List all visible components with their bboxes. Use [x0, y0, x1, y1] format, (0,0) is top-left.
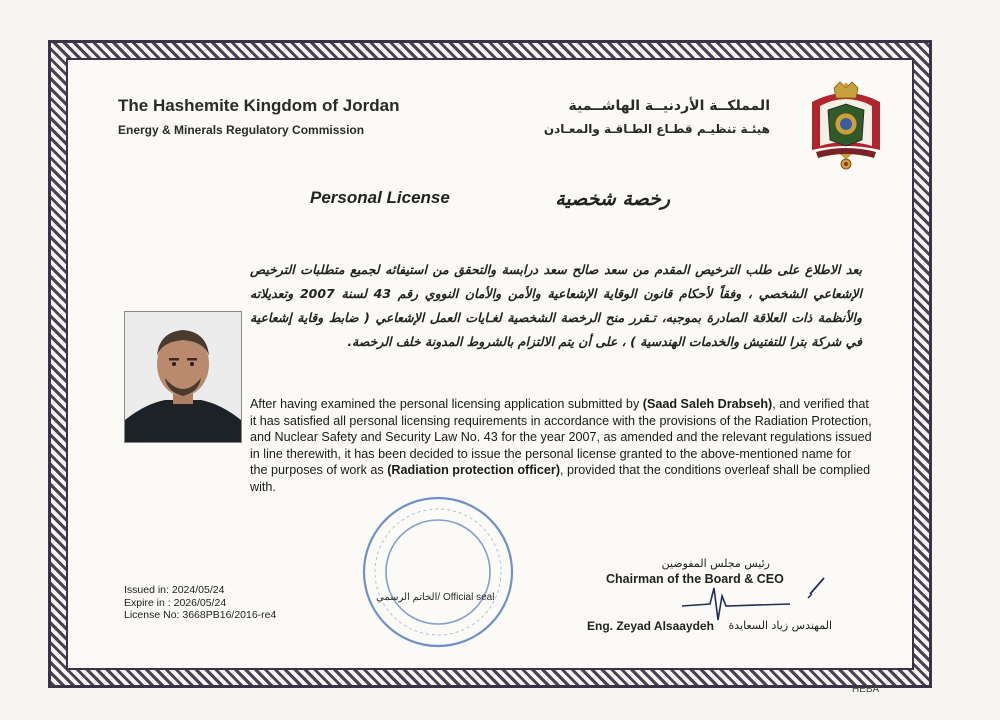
signatory-name-en: Eng. Zeyad Alsaaydeh: [587, 619, 714, 633]
license-details: [124, 584, 276, 622]
official-seal-label: الخاتم الرسمي/ Official seal: [376, 592, 495, 603]
body-arabic: بعد الاطلاع على طلب الترخيص المقدم من سعد صالح سعد درابسة والتحقق من استيفائه لجميع متطلبات الترخيص الإشعاعي الشخصي ، وفقاً لأحكام قانون الوقاية الإشعاعية والأمن والأمان النووي رقم 43 لسنة 2007 وتعديلاته والأنظمة ذات العلاقة الصادرة بموجبه، تـقرر منح الرخصة الشخصية لغـايات العمل الإشعاعي ( ضابط وقاية إشعاعية في شركة بترا للتفتيش والخدمات الهندسية ) ، على أن يتم الالتزام بالشروط المدونة خلف الرخصة.: [250, 262, 862, 349]
body-english-part2: , and verified that it has satisfied all personal licensing requirements in accordance with the provisions of the Radiation Protection, and Nuclear Safety and Security Law No. 43 for the year 2007, as amended and the relevant regulations issued in line therewith, it has been decided to issue the personal license granted to the above-mentioned name for the purposes of work as: [250, 397, 872, 477]
official-seal-icon: [358, 492, 518, 652]
signatory-name-ar: المهندس زياد السعايدة: [728, 619, 832, 632]
coat-of-arms-icon: [806, 80, 886, 172]
country-name-ar: المملكــة الأردنيــة الهاشــمية: [568, 98, 770, 114]
applicant-name: (Saad Saleh Drabseh): [642, 397, 773, 411]
signatory-title-en: Chairman of the Board & CEO: [606, 572, 784, 586]
license-role: (Radiation protection officer): [387, 463, 561, 477]
issued-date: Issued in: 2024/05/24: [124, 584, 225, 596]
commission-name-ar: هيئـة تنظيـم قطـاع الطـاقـة والمعـادن: [543, 122, 770, 136]
license-number: License No: 3668PB16/2016-re4: [124, 609, 277, 621]
title-ar: رخصة شخصية: [555, 188, 670, 210]
footer-stamp: HEBA: [852, 684, 880, 695]
body-english: [250, 396, 872, 495]
country-name-en: The Hashemite Kingdom of Jordan: [118, 96, 400, 115]
body-english-part1: After having examined the personal licensing application submitted by: [250, 397, 643, 411]
signatory-title-ar: رئيس مجلس المفوضين: [661, 557, 770, 570]
body-english-part3: , provided that the conditions overleaf shall be complied with.: [250, 463, 871, 494]
person-portrait-icon: [125, 312, 241, 442]
holder-photo: [124, 311, 242, 443]
commission-name-en: Energy & Minerals Regulatory Commission: [118, 123, 365, 137]
title-en: Personal License: [310, 188, 450, 207]
expire-date: Expire in : 2026/05/24: [124, 596, 227, 609]
